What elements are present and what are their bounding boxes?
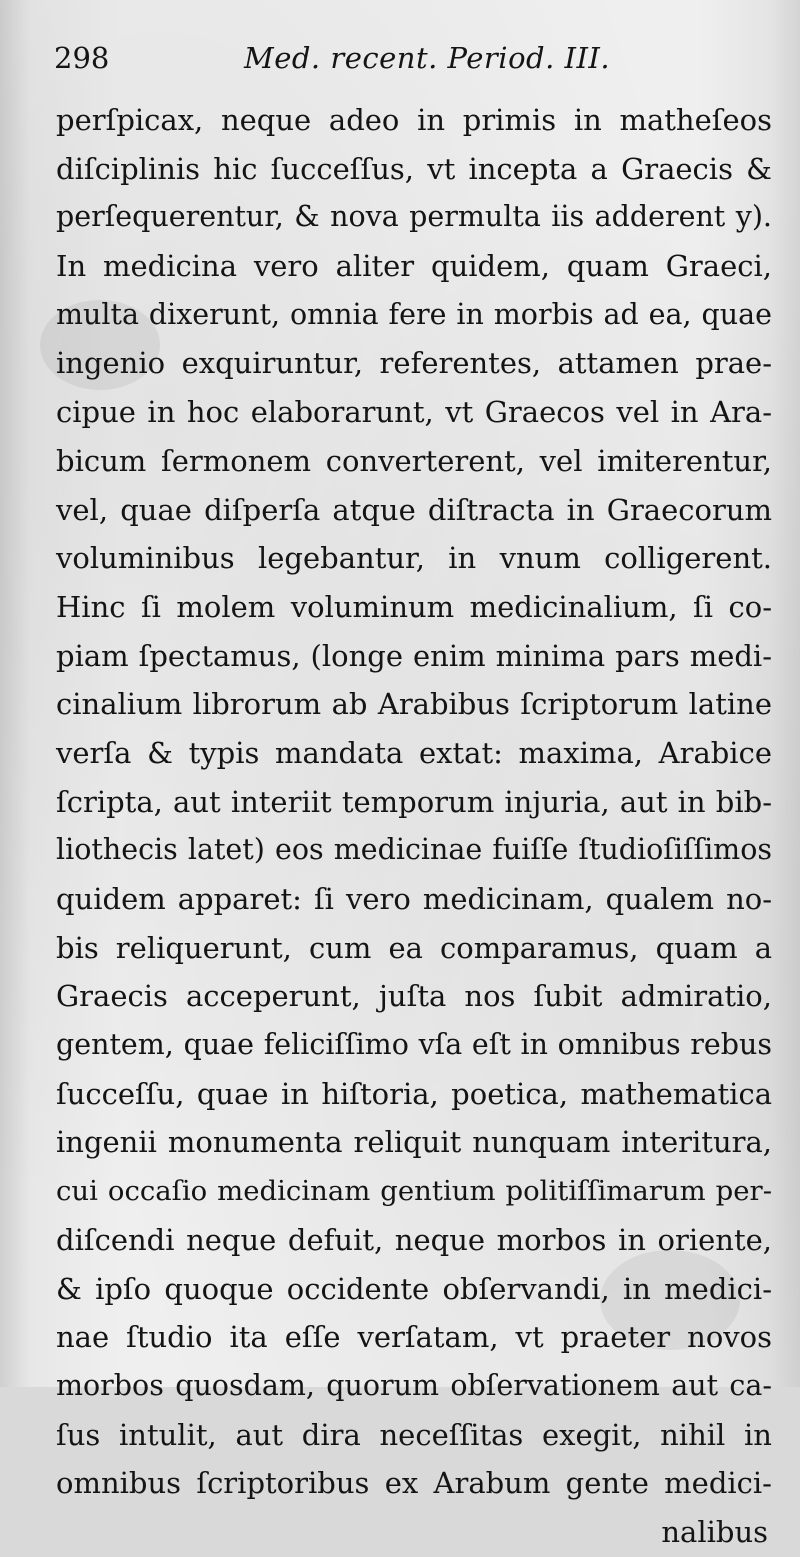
text-line: ingenii monumenta reliquit nunquam interitura, [56, 1125, 772, 1160]
text-line: perſpicax, neque adeo in primis in matheſeos [56, 103, 772, 137]
body-text [56, 96, 772, 1557]
page-number: 298 [54, 41, 110, 75]
text-line: omnibus ſcriptoribus ex Arabum gente medici- [56, 1466, 772, 1501]
text-line: voluminibus legebantur, in vnum colligerent. [56, 541, 772, 576]
text-line: diſcendi neque defuit, neque morbos in oriente, [56, 1222, 772, 1257]
running-head: Med. recent. Period. III. [244, 41, 611, 75]
text-line: piam ſpectamus, (longe enim minima pars medi- [56, 638, 772, 673]
text-line: quidem apparet: ſi vero medicinam, qualem no- [56, 882, 772, 916]
text-line: diſciplinis hic ſucceſſus, vt incepta a Graecis & [56, 151, 772, 186]
text-line: ſcripta, aut interiit temporum injuria, aut in bib- [56, 784, 772, 819]
text-line: vel, quae diſperſa atque diſtracta in Graecorum [56, 492, 772, 527]
text-line: Graecis acceperunt, juſta nos ſubit admiratio, [56, 979, 772, 1014]
text-line: & ipſo quoque occidente obſervandi, in medici- [56, 1271, 772, 1306]
text-line: ſus intulit, aut dira neceſſitas exegit, nihil in [56, 1417, 772, 1452]
text-line: liothecis latet) eos medicinae fuiſſe ſtudioſiſſimos [56, 833, 772, 867]
text-line: perſequerentur, & nova permulta iis adderent y). [56, 200, 772, 234]
catchword: nalibus [661, 1514, 768, 1549]
text-line: bis reliquerunt, cum ea comparamus, quam a [56, 930, 772, 965]
text-line: bicum ſermonem converterent, vel imiterentur, [56, 443, 772, 478]
text-line: nae ſtudio ita eſſe verſatam, vt praeter novos [56, 1320, 772, 1355]
text-line: Hinc ſi molem voluminum medicinalium, ſi co- [56, 589, 772, 624]
text-line: ſucceſſu, quae in hiſtoria, poetica, mathematica [56, 1076, 772, 1111]
text-line: cui occaſio medicinam gentium politiſſimarum per- [56, 1175, 772, 1208]
text-line: morbos quosdam, quorum obſervationem aut ca- [56, 1368, 772, 1402]
text-line: ingenio exquiruntur, referentes, attamen prae- [56, 346, 772, 381]
page-header [54, 34, 774, 82]
text-line: gentem, quae feliciſſimo vſa eſt in omnibus rebus [56, 1028, 772, 1062]
text-line: multa dixerunt, omnia fere in morbis ad ea, quae [56, 297, 772, 331]
text-line: cipue in hoc elaborarunt, vt Graecos vel in Ara- [56, 395, 772, 430]
text-line: In medicina vero aliter quidem, quam Graeci, [56, 249, 772, 284]
text-line: verſa & typis mandata extat: maxima, Arabice [56, 735, 772, 770]
text-line: cinalium librorum ab Arabibus ſcriptorum latine [56, 687, 772, 722]
